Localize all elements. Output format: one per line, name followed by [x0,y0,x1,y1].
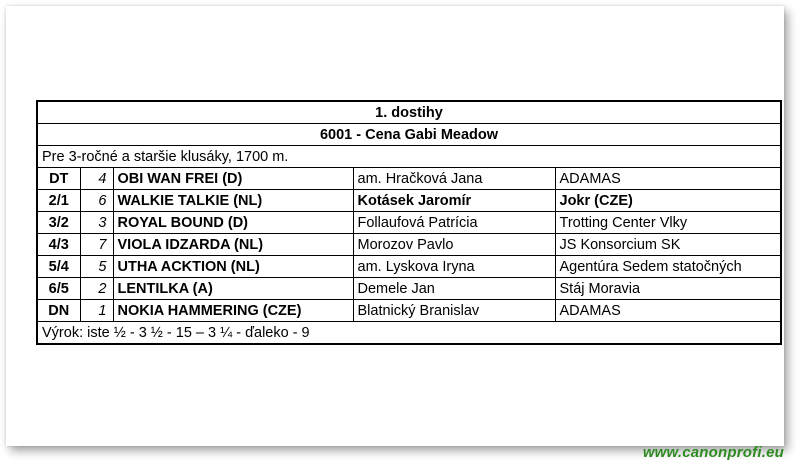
result-position: 4/3 [37,234,80,256]
result-number: 6 [80,190,113,212]
race-results-table [36,100,782,345]
result-number: 4 [80,168,113,190]
race-verdict-row [37,322,781,345]
result-driver: am. Hračková Jana [353,168,555,190]
result-driver: am. Lyskova Iryna [353,256,555,278]
result-number: 3 [80,212,113,234]
result-horse: WALKIE TALKIE (NL) [113,190,353,212]
result-horse: ROYAL BOUND (D) [113,212,353,234]
race-conditions: Pre 3-ročné a staršie klusáky, 1700 m. [37,146,781,168]
result-horse: LENTILKA (A) [113,278,353,300]
result-number: 2 [80,278,113,300]
result-owner: Trotting Center Vlky [555,212,781,234]
result-position: 3/2 [37,212,80,234]
result-owner: Stáj Moravia [555,278,781,300]
result-driver: Kotásek Jaromír [353,190,555,212]
result-owner: JS Konsorcium SK [555,234,781,256]
race-verdict: Výrok: iste ½ - 3 ½ - 15 – 3 ¼ - ďaleko - 9 [37,322,781,345]
result-position: DN [37,300,80,322]
result-driver: Morozov Pavlo [353,234,555,256]
result-horse: UTHA ACKTION (NL) [113,256,353,278]
result-row [37,190,781,212]
document-page [6,6,784,446]
result-row [37,300,781,322]
watermark-text: www.canonprofi.eu [642,444,784,461]
result-row [37,278,781,300]
result-position: 2/1 [37,190,80,212]
result-position: DT [37,168,80,190]
result-driver: Demele Jan [353,278,555,300]
result-horse: OBI WAN FREI (D) [113,168,353,190]
result-owner: ADAMAS [555,300,781,322]
result-driver: Follaufová Patrícia [353,212,555,234]
result-row [37,234,781,256]
race-conditions-row [37,146,781,168]
result-row [37,256,781,278]
result-row [37,212,781,234]
race-title-row [37,101,781,124]
result-row [37,168,781,190]
result-position: 6/5 [37,278,80,300]
result-horse: VIOLA IDZARDA (NL) [113,234,353,256]
result-number: 1 [80,300,113,322]
result-owner: Jokr (CZE) [555,190,781,212]
result-position: 5/4 [37,256,80,278]
result-owner: ADAMAS [555,168,781,190]
race-name: 6001 - Cena Gabi Meadow [37,124,781,146]
race-title: 1. dostihy [37,101,781,124]
result-number: 5 [80,256,113,278]
race-name-row [37,124,781,146]
result-horse: NOKIA HAMMERING (CZE) [113,300,353,322]
result-owner: Agentúra Sedem statočných [555,256,781,278]
result-driver: Blatnický Branislav [353,300,555,322]
result-number: 7 [80,234,113,256]
